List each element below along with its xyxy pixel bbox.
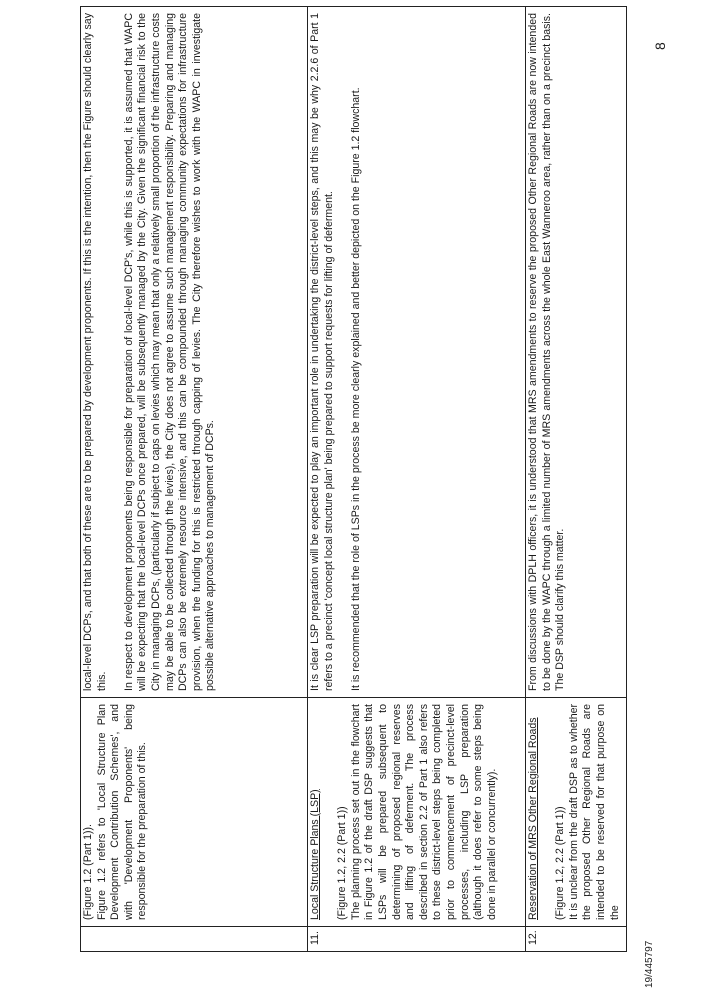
comment-cell — [526, 7, 627, 698]
paragraph: (Figure 1.2, 2.2 (Part 1)) — [554, 806, 567, 920]
paragraph: In respect to development proponents being responsible for preparation of local-level DCP's, while this is supported, it is assumed that WAPC will be expecting that the local-level DCPs once prepared, will be subsequently managed by the City. Given the significant financial risk to the City in managing DCPs, (particularly if subject to caps on levies which may mean that only a relatively small proportion of the infrastructure costs may be able to be collected through the levies), the City does not agree to assume such management responsibility. Preparing and managing DCPs can also be extremely resource intensive, and this can be compounded through managing community expectations for infrastructure provision, when the funding for this is restricted through capping of levies. The City therefore wishes to work with the WAPC in investigate possible alternative approaches to management of DCPs. — [122, 13, 217, 691]
table-row — [81, 7, 308, 952]
issue-heading: Local Structure Plans (LSP) — [309, 789, 321, 920]
row-number-cell — [81, 927, 308, 952]
issue-heading: Reservation of MRS Other Regional Roads — [527, 717, 539, 920]
issue-cell — [526, 698, 627, 927]
paragraph: local-level DCPs, and that both of these are to be prepared by development proponents. If this is the intention, then the Figure should clearly say this. — [82, 13, 108, 691]
paragraph: Figure 1.2 refers to 'Local Structure Plan Development Contribution Schemes', and with 'Development Proponents' being responsible for the preparation of this. — [95, 704, 149, 920]
paragraph: From discussions with DPLH officers, it is understood that MRS amendments to reserve the proposed Other Regional Roads are now intended to be done by the WAPC through a limited number of MRS amendments across the whole East Wanneroo area, rather than on a precinct basis. The DSP should clarify this matter. — [527, 13, 567, 691]
paragraph: (Figure 1.2 (Part 1)). — [82, 824, 94, 920]
paragraph: (Figure 1.2, 2.2 (Part 1)) — [336, 806, 349, 920]
paragraph: It is unclear from the draft DSP as to whether the proposed Other Regional Roads are intended to be reserved for that purpose on the — [567, 704, 621, 920]
comment-cell — [308, 7, 526, 698]
page-number: 8 — [652, 42, 668, 50]
row-number-cell: 12. — [526, 927, 627, 952]
submission-table — [80, 6, 627, 952]
document-reference: 19/445797 — [644, 940, 655, 988]
issue-cell — [308, 698, 526, 927]
paragraph: It is recommended that the role of LSPs in the process be more clearly explained and better depicted on the Figure 1.2 flowchart. — [349, 87, 362, 691]
comment-cell — [81, 7, 308, 698]
row-number-cell: 11. — [308, 927, 526, 952]
issue-cell — [81, 698, 308, 927]
table-row — [308, 7, 526, 952]
paragraph: The planning process set out in the flowchart in Figure 1.2 of the draft DSP suggests that LSPs will be prepared subsequent to determining of proposed regional reserves and lifting of deferment. The process described in section 2.2 of Part 1 also refers to these district-level steps being completed prior to commencement of precinct-level processes, including LSP preparation (although it does refer to some steps being done in parallel or concurrently). — [349, 704, 498, 920]
table-row — [526, 7, 627, 952]
paragraph: It is clear LSP preparation will be expected to play an important role in undertaking the district-level steps, and this may be why 2.2.6 of Part 1 refers to a precinct 'concept local structure plan' being prepared to support requests for lifting of deferment. — [309, 13, 335, 691]
